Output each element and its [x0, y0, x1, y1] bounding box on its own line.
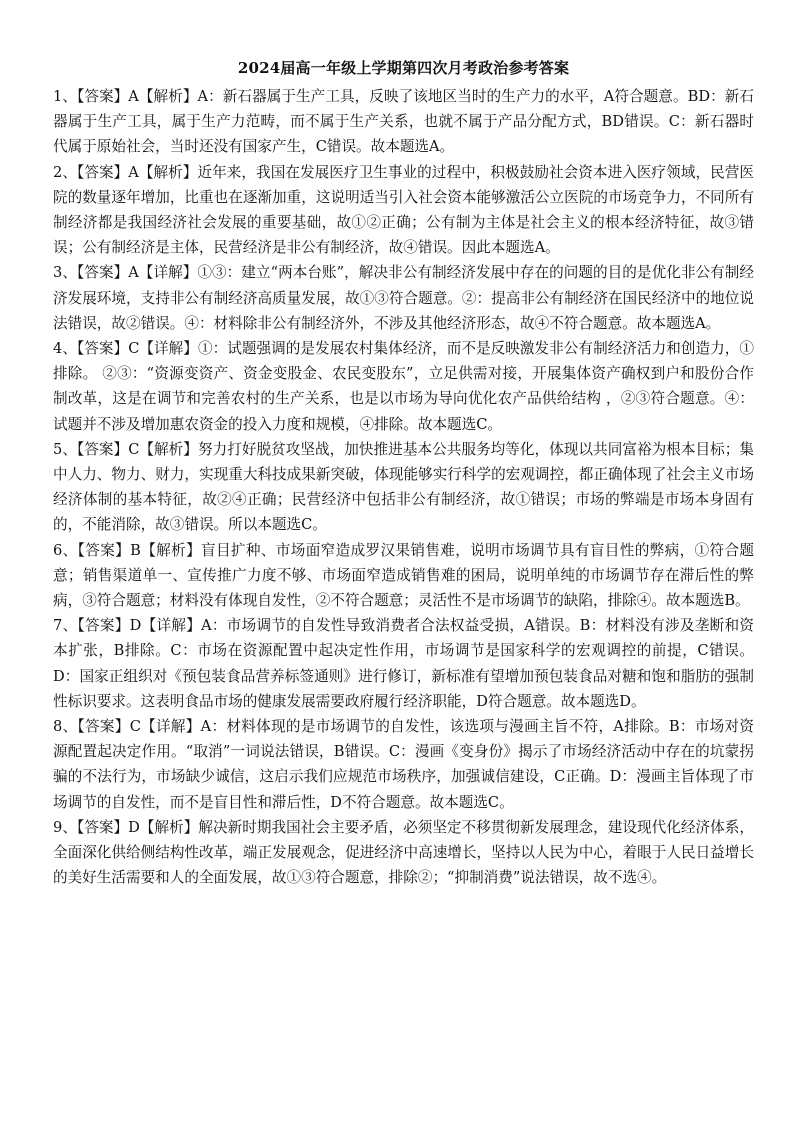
answer-item-1: 1、【答案】A【解析】A：新石器属于生产工具，反映了该地区当时的生产力的水平，A符合题意。BD：新石器属于生产工具，属于生产力范畴，而不属于生产关系，也就不属于产品分配方式，BD错误。C：新石器时代属于原始社会，当时还没有国家产生，C错误。故本题选A。	[53, 88, 754, 156]
answer-item-3: 3、【答案】A【详解】①③：建立“两本台账”，解决非公有制经济发展中存在的问题的目的是优化非公有制经济发展环境，支持非公有制经济高质量发展，故①③符合题意。②：提高非公有制经济在国民经济中的地位说法错误，故②错误。④：材料除非公有制经济外，不涉及其他经济形态，故④不符合题意。故本题选A。	[53, 264, 754, 332]
answer-item-5: 5、【答案】C【解析】努力打好脱贫攻坚战，加快推进基本公共服务均等化，体现以共同富裕为根本目标；集中人力、物力、财力，实现重大科技成果新突破，体现能够实行科学的宏观调控，都正确体现了社会主义市场经济体制的基本特征，故②④正确；民营经济中包括非公有制经济，故①错误；市场的弊端是市场本身固有的，不能消除，故③错误。所以本题选C。	[53, 440, 754, 534]
answer-item-8: 8、【答案】C【详解】A：材料体现的是市场调节的自发性，该选项与漫画主旨不符，A排除。B：市场对资源配置起决定作用。“取消”一词说法错误，B错误。C：漫画《变身份》揭示了市场经济活动中存在的坑蒙拐骗的不法行为，市场缺少诚信，这启示我们应规范市场秩序，加强诚信建设，C正确。D：漫画主旨体现了市场调节的自发性，而不是盲目性和滞后性，D不符合题意。故本题选C。	[53, 718, 754, 811]
answer-item-7: 7、【答案】D【详解】A：市场调节的自发性导致消费者合法权益受损，A错误。B：材料没有涉及垄断和资本扩张，B排除。C：市场在资源配置中起决定性作用，市场调节是国家科学的宏观调控的前提，C错误。D：国家正组织对《预包装食品营养标签通则》进行修订，新标准有望增加预包装食品对糖和饱和脂肪的强制性标识要求。这表明食品市场的健康发展需要政府履行经济职能，D符合题意。故本题选D。	[53, 617, 754, 710]
answer-item-2: 2、【答案】A【解析】近年来，我国在发展医疗卫生事业的过程中，积极鼓励社会资本进入医疗领域，民营医院的数量逐年增加，比重也在逐渐加重，这说明适当引入社会资本能够激活公立医院的市场竞争力，不同所有制经济都是我国经济社会发展的重要基础，故①②正确；公有制为主体是社会主义的根本经济特征，故③错误；公有制经济是主体，民营经济是非公有制经济，故④错误。因此本题选A。	[53, 163, 754, 257]
answer-item-6: 6、【答案】B【解析】盲目扩种、市场面窄造成罗汉果销售难，说明市场调节具有盲目性的弊病，①符合题意；销售渠道单一、宣传推广力度不够、市场面窄造成销售难的困局，说明单纯的市场调节存在滞后性的弊病，③符合题意；材料没有体现自发性，②不符合题意；灵活性不是市场调节的缺陷，排除④。故本题选B。	[53, 541, 754, 610]
answer-item-4: 4、【答案】C【详解】①：试题强调的是发展农村集体经济，而不是反映激发非公有制经济活力和创造力，①排除。 ②③：“资源变资产、资金变股金、农民变股东”，立足供需对接，开展集体资产确权到户和股份合作制改革，这是在调节和完善农村的生产关系，也是以市场为导向优化农产品供给结构 ，②③符合题意。④：试题并不涉及增加惠农资金的投入力度和规模，④排除。故本题选C。	[53, 340, 754, 433]
document-title: 2024届高一年级上学期第四次月考政治参考答案	[237, 59, 570, 77]
answer-item-9: 9、【答案】D【解析】解决新时期我国社会主要矛盾，必须坚定不移贯彻新发展理念，建设现代化经济体系，全面深化供给侧结构性改革，端正发展观念，促进经济中高速增长，坚持以人民为中心，着眼于人民日益增长的美好生活需要和人的全面发展，故①③符合题意，排除②；“抑制消费”说法错误，故不选④。	[53, 818, 754, 887]
